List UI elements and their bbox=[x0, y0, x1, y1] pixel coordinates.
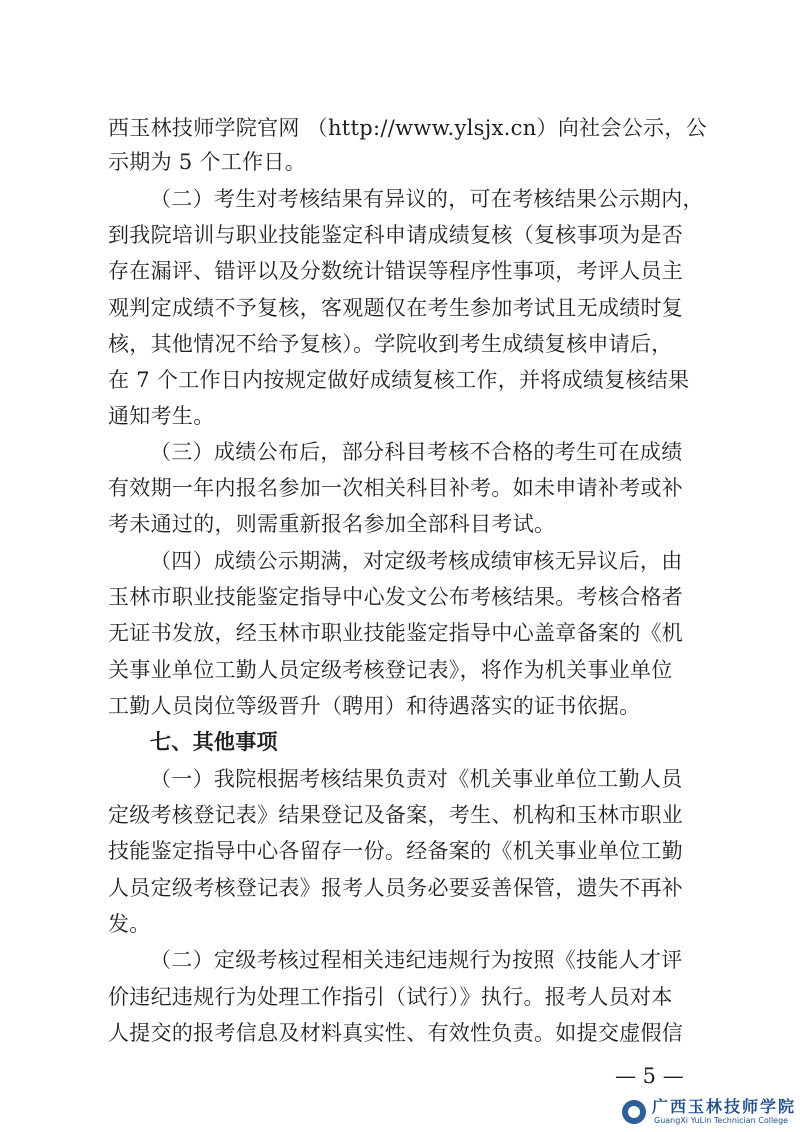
college-emblem-icon bbox=[622, 1100, 646, 1124]
text-line: 考未通过的，则需重新报名参加全部科目考试。 bbox=[108, 512, 556, 536]
text-line: 技能鉴定指导中心各留存一份。经备案的《机关事业单位工勤 bbox=[108, 839, 684, 863]
text-line: 有效期一年内报名参加一次相关科目补考。如未申请补考或补 bbox=[108, 476, 684, 500]
text-line: 人提交的报考信息及材料真实性、有效性负责。如提交虚假信 bbox=[108, 1021, 684, 1045]
logo-name-en: GuangXi YuLin Technician College bbox=[654, 1116, 789, 1125]
paragraph-start: （二）定级考核过程相关违纪违规行为按照《技能人才评 bbox=[150, 948, 683, 972]
text-line: 无证书发放，经玉林市职业技能鉴定指导中心盖章备案的《机 bbox=[108, 621, 684, 645]
section-heading: 七、其他事项 bbox=[150, 730, 278, 754]
paragraph-start: （四）成绩公示期满，对定级考核成绩审核无异议后，由 bbox=[150, 549, 683, 573]
paragraph-start: （二）考生对考核结果有异议的，可在考核结果公示期内， bbox=[150, 187, 704, 211]
text-line: 价违纪违规行为处理工作指引（试行）》执行。报考人员对本 bbox=[108, 985, 673, 1009]
text-line: 工勤人员岗位等级晋升（聘用）和待遇落实的证书依据。 bbox=[108, 694, 641, 718]
page-number: — 5 — bbox=[615, 1064, 684, 1088]
text-line: 示期为 5 个工作日。 bbox=[108, 150, 307, 174]
text-line: 核，其他情况不给予复核）。学院收到考生成绩复核申请后， bbox=[108, 332, 673, 356]
text-line: 西玉林技师学院官网 （http://www.ylsjx.cn）向社会公示，公 bbox=[108, 116, 707, 140]
text-line: 定级考核登记表》结果登记及备案，考生、机构和玉林市职业 bbox=[108, 803, 684, 827]
text-line: 玉林市职业技能鉴定指导中心发文公布考核结果。考核合格者 bbox=[108, 585, 684, 609]
paragraph-start: （三）成绩公布后，部分科目考核不合格的考生可在成绩 bbox=[150, 440, 683, 464]
logo-name-cn: 广西玉林技师学院 bbox=[652, 1097, 797, 1116]
text-line: 观判定成绩不予复核，客观题仅在考生参加考试且无成绩时复 bbox=[108, 296, 684, 320]
text-line: 在 7 个工作日内按规定做好成绩复核工作，并将成绩复核结果 bbox=[108, 368, 690, 392]
text-line: 发。 bbox=[108, 912, 151, 936]
text-line: 人员定级考核登记表》报考人员务必要妥善保管，遗失不再补 bbox=[108, 876, 684, 900]
text-line: 关事业单位工勤人员定级考核登记表》，将作为机关事业单位 bbox=[108, 658, 673, 682]
text-line: 到我院培训与职业技能鉴定科申请成绩复核（复核事项为是否 bbox=[108, 223, 684, 247]
text-line: 通知考生。 bbox=[108, 404, 215, 428]
college-logo bbox=[622, 1097, 797, 1128]
paragraph-start: （一）我院根据考核结果负责对《机关事业单位工勤人员 bbox=[150, 767, 683, 791]
text-line: 存在漏评、错评以及分数统计错误等程序性事项，考评人员主 bbox=[108, 259, 684, 283]
